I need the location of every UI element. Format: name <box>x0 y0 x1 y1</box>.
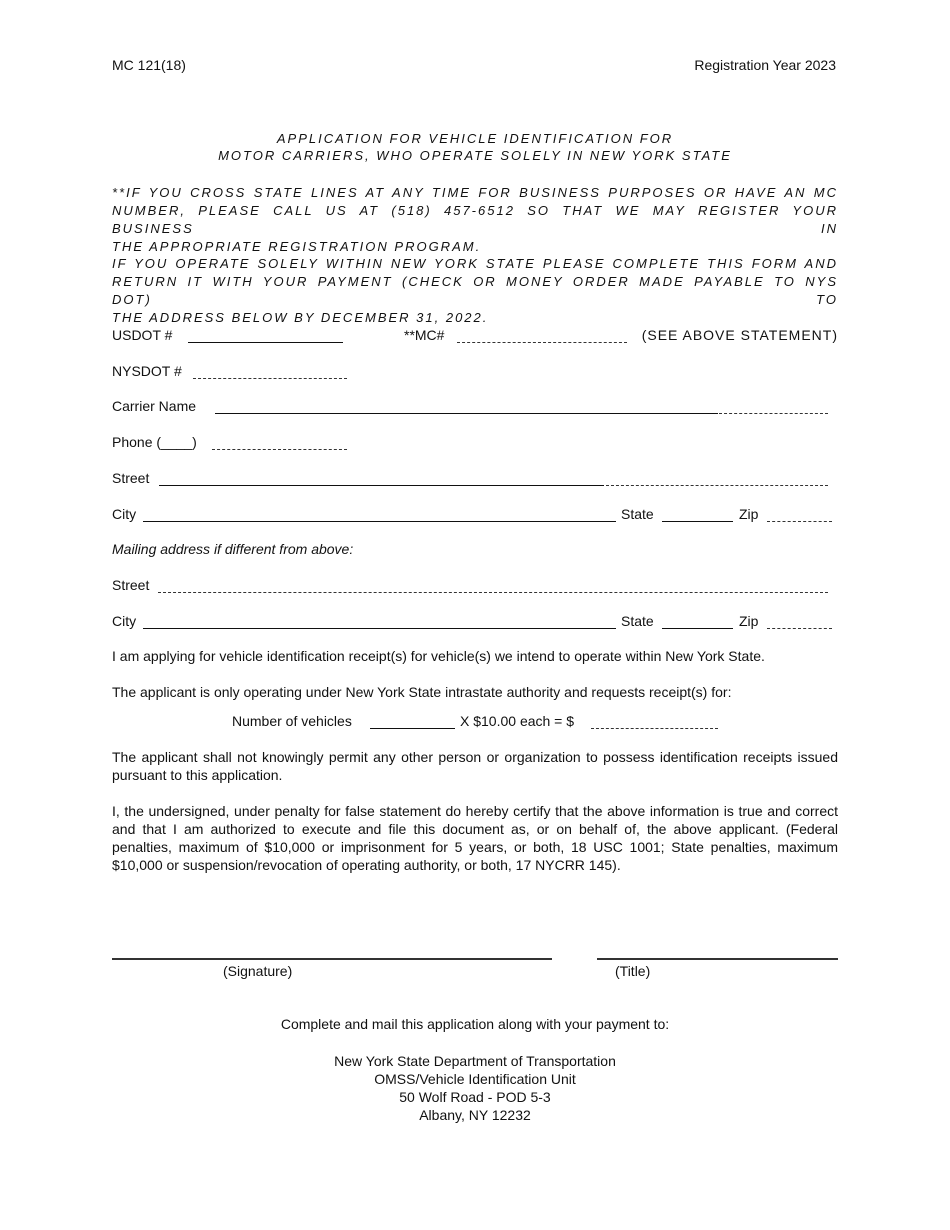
notice-solely-line-2: RETURN IT WITH YOUR PAYMENT (CHECK OR MONEY ORDER MADE PAYABLE TO NYS DOT) TO <box>112 274 838 307</box>
usdot-label: USDOT # <box>112 327 173 343</box>
total-amount-input-line[interactable] <box>591 728 718 729</box>
mailing-address-heading: Mailing address if different from above: <box>112 541 354 557</box>
notice-cross-state-line-2: NUMBER, PLEASE CALL US AT (518) 457-6512 SO THAT WE MAY REGISTER YOUR BUSINESS IN <box>112 203 838 236</box>
mail-address-line-3: 50 Wolf Road - POD 5-3 <box>399 1089 551 1105</box>
phone-input-line[interactable] <box>212 449 347 450</box>
state-input-line[interactable] <box>662 521 733 522</box>
zip-input-line[interactable] <box>767 521 832 522</box>
signature-label: (Signature) <box>223 963 293 979</box>
street-label: Street <box>112 470 150 486</box>
notice-solely <box>112 255 838 327</box>
city-input-line[interactable] <box>143 521 616 522</box>
mail-address-line-2: OMSS/Vehicle Identification Unit <box>374 1071 576 1087</box>
mc-note: (SEE ABOVE STATEMENT) <box>641 327 838 343</box>
not-permit-statement: The applicant shall not knowingly permit any other person or organization to possess identification receipts issued pursuant to this application. <box>112 749 838 783</box>
mc-label: **MC# <box>404 327 445 343</box>
usdot-input-line[interactable] <box>188 342 343 343</box>
title-input-line[interactable] <box>597 958 838 960</box>
mailing-state-label: State <box>621 613 654 629</box>
phone-label: Phone (____) <box>112 434 197 450</box>
street-input-line-extension <box>606 485 828 486</box>
mailing-state-input-line[interactable] <box>662 628 733 629</box>
mailing-address-block <box>0 1052 950 1124</box>
mail-address-line-4: Albany, NY 12232 <box>419 1107 531 1123</box>
mailing-street-input-line[interactable] <box>158 592 828 593</box>
title-label: (Title) <box>615 963 651 979</box>
number-of-vehicles-input-line[interactable] <box>370 728 455 729</box>
number-of-vehicles-label: Number of vehicles <box>232 713 352 729</box>
fee-text: X $10.00 each = $ <box>460 713 575 729</box>
notice-solely-line-3: THE ADDRESS BELOW BY DECEMBER 31, 2022. <box>112 310 489 325</box>
form-number: MC 121(18) <box>112 57 186 73</box>
mailing-zip-label: Zip <box>739 613 759 629</box>
mailing-city-input-line[interactable] <box>143 628 616 629</box>
registration-year: Registration Year 2023 <box>694 57 836 73</box>
applying-statement: I am applying for vehicle identification receipt(s) for vehicle(s) we intend to operate within New York State. <box>112 648 765 664</box>
certification-statement: I, the undersigned, under penalty for false statement do hereby certify that the above information is true and correct and that I am authorized to execute and file this document as, or on behalf of, the above applicant. (Federal penalties, maximum of $10,000 or imprisonment for 5 years, or both, 18 USC 1001; State penalties, maximum $10,000 or suspension/revocation of operating authority, or both, 17 NYCRR 145). <box>112 803 838 873</box>
mc-input-line[interactable] <box>457 342 627 343</box>
city-label: City <box>112 506 137 522</box>
notice-cross-state-line-1: **IF YOU CROSS STATE LINES AT ANY TIME FOR BUSINESS PURPOSES OR HAVE AN MC <box>112 185 838 200</box>
mail-address-line-1: New York State Department of Transportation <box>334 1053 616 1069</box>
mailing-zip-input-line[interactable] <box>767 628 832 629</box>
notice-cross-state-line-3: THE APPROPRIATE REGISTRATION PROGRAM. <box>112 239 482 254</box>
nysdot-label: NYSDOT # <box>112 363 182 379</box>
carrier-name-input-line[interactable] <box>215 413 718 414</box>
notice-cross-state <box>112 184 838 256</box>
signature-input-line[interactable] <box>112 958 552 960</box>
zip-label: Zip <box>739 506 759 522</box>
form-title-line-1: APPLICATION FOR VEHICLE IDENTIFICATION FOR <box>276 131 674 146</box>
street-input-line[interactable] <box>159 485 604 486</box>
carrier-name-input-line-extension <box>719 413 828 414</box>
mailing-street-label: Street <box>112 577 150 593</box>
mail-instruction: Complete and mail this application along with your payment to: <box>280 1016 670 1032</box>
intrastate-statement: The applicant is only operating under New York State intrastate authority and requests receipt(s) for: <box>112 684 732 700</box>
mailing-city-label: City <box>112 613 137 629</box>
form-title-line-2: MOTOR CARRIERS, WHO OPERATE SOLELY IN NEW YORK STATE <box>218 148 732 163</box>
state-label: State <box>621 506 654 522</box>
notice-solely-line-1: IF YOU OPERATE SOLELY WITHIN NEW YORK STATE PLEASE COMPLETE THIS FORM AND <box>112 256 838 271</box>
nysdot-input-line[interactable] <box>193 378 347 379</box>
carrier-name-label: Carrier Name <box>112 398 197 414</box>
